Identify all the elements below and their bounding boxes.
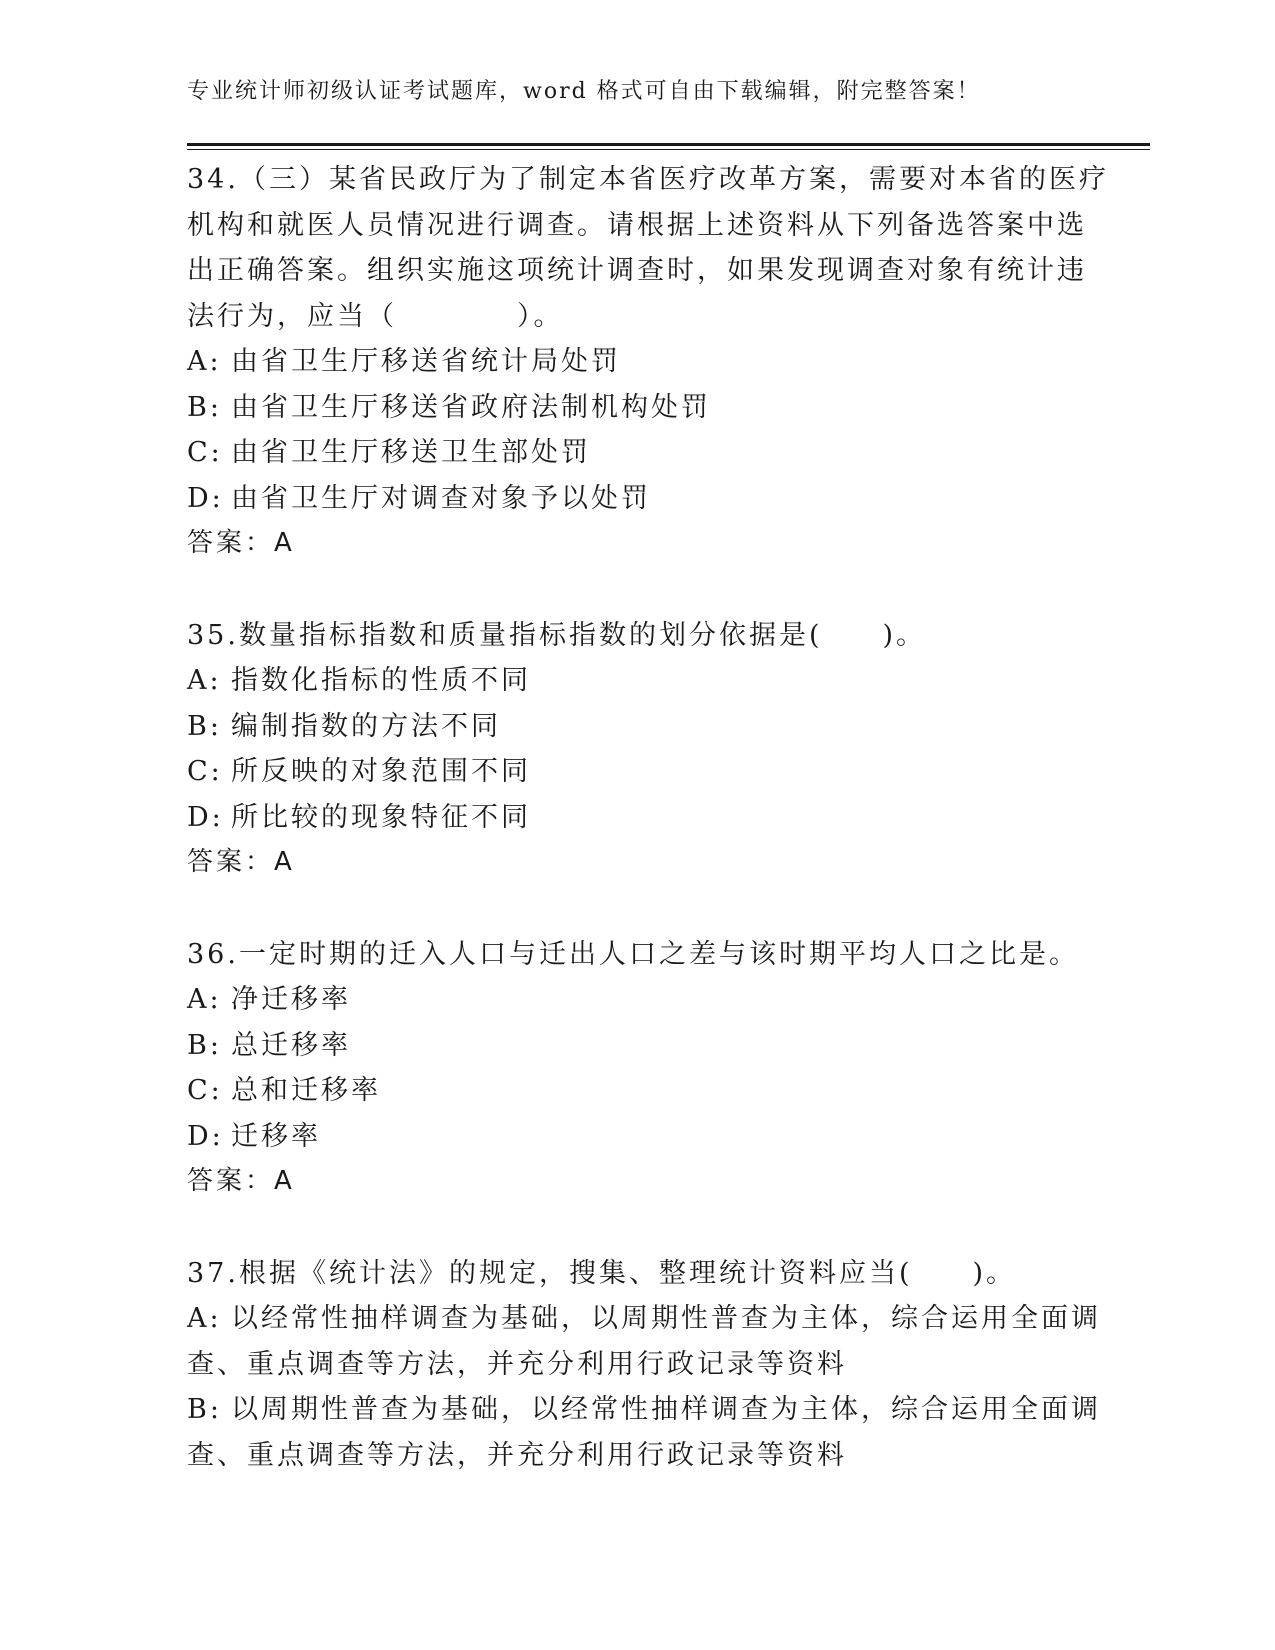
answer-line: 答案：A [187,528,295,558]
page-header: 专业统计师初级认证考试题库，word 格式可自由下载编辑，附完整答案！ [187,79,981,104]
option-key: A: [187,665,222,696]
option-text: 以经常性抽样调查为基础，以周期性普查为主体，综合运用全面调 [231,1303,1101,1334]
option-key: D: [187,482,224,514]
option-b [187,1387,1107,1433]
option-key: D: [187,1120,224,1152]
question-text-line: 36.一定时期的迁入人口与迁出人口之差与该时期平均人口之比是。 [187,938,1079,970]
question-34 [187,157,1107,567]
option-c [187,1068,1107,1114]
question-35 [187,613,1107,886]
option-text: 由省卫生厅对调查对象予以处罚 [231,482,651,514]
option-key: C: [187,756,223,787]
option-text: 以周期性普查为基础，以经常性抽样调查为主体，综合运用全面调 [231,1394,1101,1425]
option-d [187,1114,1107,1160]
option-d [187,476,1107,522]
option-a [187,1296,1107,1342]
option-a [187,977,1107,1023]
option-key: C: [187,437,223,468]
option-text: 指数化指标的性质不同 [231,665,531,696]
option-text: 所比较的现象特征不同 [231,801,531,833]
option-key: C: [187,1075,223,1106]
answer-line: 答案：A [187,847,295,877]
option-c [187,430,1107,476]
option-b [187,385,1107,431]
option-c [187,749,1107,795]
option-a [187,339,1107,385]
question-text-line: 34.（三）某省民政厅为了制定本省医疗改革方案，需要对本省的医疗 [187,164,1109,195]
question-text-line: 出正确答案。组织实施这项统计调查时，如果发现调查对象有统计违 [187,255,1087,286]
option-b [187,1023,1107,1069]
option-key: D: [187,801,224,833]
option-key: B: [187,391,222,423]
option-key: B: [187,710,222,742]
option-text: 编制指数的方法不同 [231,710,501,742]
question-37 [187,1251,1107,1479]
question-text-line: 35.数量指标指数和质量指标指数的划分依据是( )。 [187,619,927,651]
option-text: 由省卫生厅移送省统计局处罚 [231,346,621,377]
option-d [187,795,1107,841]
option-text: 总迁移率 [231,1029,351,1061]
option-b [187,704,1107,750]
option-text: 总和迁移率 [231,1075,381,1106]
header-rule-thin [187,149,1150,150]
option-text: 由省卫生厅移送卫生部处罚 [231,437,591,468]
option-key: A: [187,984,222,1015]
option-text: 所反映的对象范围不同 [231,756,531,787]
option-text: 由省卫生厅移送省政府法制机构处罚 [231,391,711,423]
option-a [187,658,1107,704]
option-b-continuation: 查、重点调查等方法，并充分利用行政记录等资料 [187,1439,847,1471]
option-key: B: [187,1029,222,1061]
answer-line: 答案：A [187,1166,295,1196]
question-text-line: 37.根据《统计法》的规定，搜集、整理统计资料应当( )。 [187,1257,1017,1289]
header-rule-thick [187,143,1150,146]
option-key: B: [187,1394,222,1425]
question-text-line: 机构和就医人员情况进行调查。请根据上述资料从下列备选答案中选 [187,209,1087,241]
option-key: A: [187,1303,222,1334]
question-list [187,157,1107,1478]
option-text: 迁移率 [231,1120,321,1152]
option-text: 净迁移率 [231,984,351,1015]
option-a-continuation: 查、重点调查等方法，并充分利用行政记录等资料 [187,1348,847,1380]
option-key: A: [187,346,222,377]
question-36 [187,932,1107,1205]
question-text-line: 法行为，应当（ ）。 [187,300,564,332]
